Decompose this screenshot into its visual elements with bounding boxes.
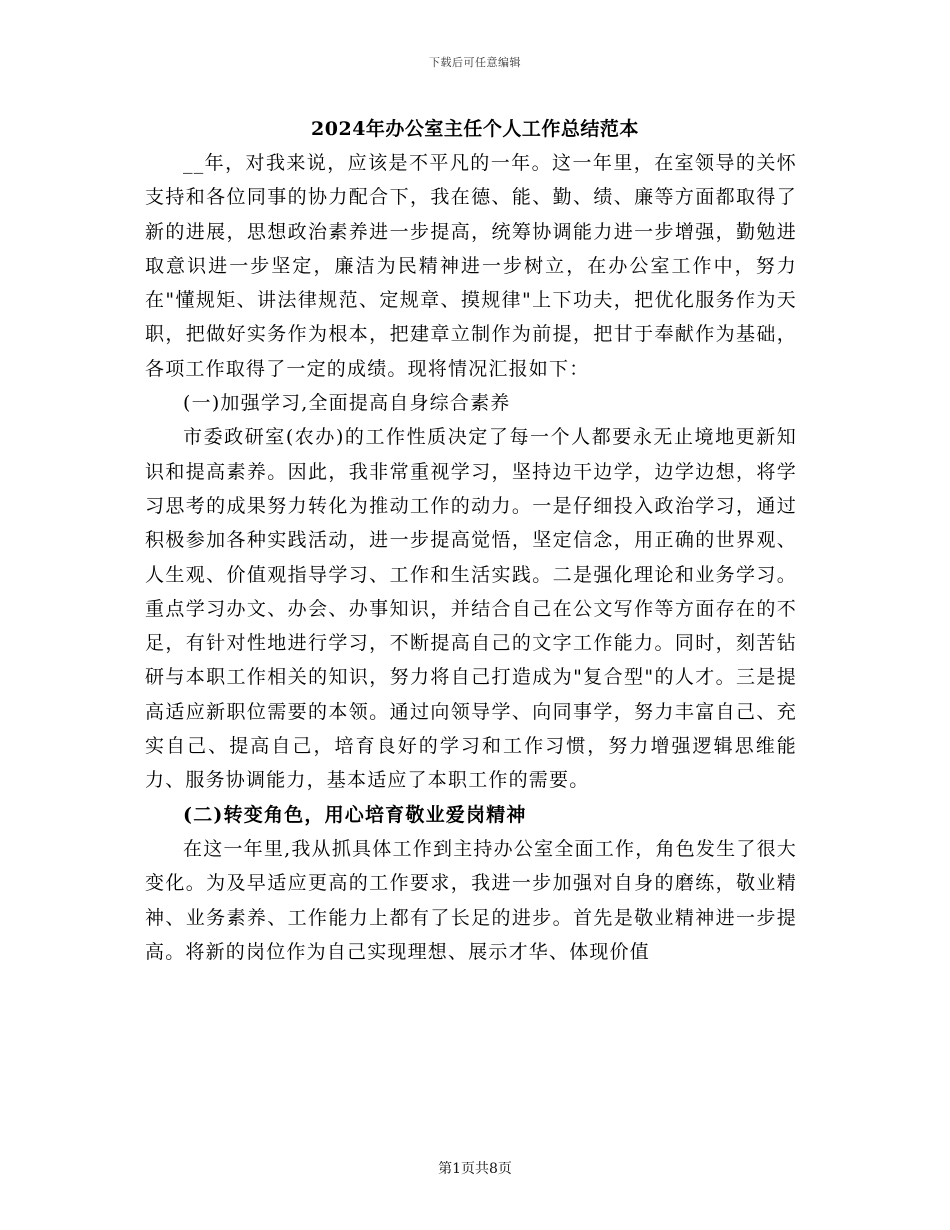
section-heading-1: (一)加强学习,全面提高自身综合素养 <box>183 392 511 415</box>
paragraph-role-change: 在这一年里,我从抓具体工作到主持办公室全面工作，角色发生了很大变化。为及早适应更高的工作要求，我进一步加强对自身的磨练，敬业精神、业务素养、工作能力上都有了长足的进步。首先是敬业精神进一步提高。将新的岗位作为自己实现理想、展示才华、体现价值 <box>145 837 797 963</box>
document-body <box>145 146 797 969</box>
section-heading-2: (二)转变角色，用心培育敬业爱岗精神 <box>183 803 527 826</box>
paragraph-study: 市委政研室(农办)的工作性质决定了每一个人都要永无止境地更新知识和提高素养。因此，我非常重视学习，坚持边干边学，边学边想，将学习思考的成果努力转化为推动工作的动力。一是仔细投入政治学习，通过积极参加各种实践活动，进一步提高觉悟，坚定信念，用正确的世界观、人生观、价值观指导学习、工作和生活实践。二是强化理论和业务学习。重点学习办文、办会、办事知识，并结合自己在公文写作等方面存在的不足，有针对性地进行学习，不断提高自己的文字工作能力。同时，刻苦钻研与本职工作相关的知识，努力将自己打造成为"复合型"的人才。三是提高适应新职位需要的本领。通过向领导学、向同事学，努力丰富自己、充实自己、提高自己，培育良好的学习和工作习惯，努力增强逻辑思维能力、服务协调能力，基本适应了本职工作的需要。 <box>145 426 797 792</box>
paragraph-intro: __年，对我来说，应该是不平凡的一年。这一年里，在室领导的关怀支持和各位同事的协力配合下，我在德、能、勤、绩、廉等方面都取得了新的进展，思想政治素养进一步提高，统筹协调能力进一步增强，勤勉进取意识进一步坚定，廉洁为民精神进一步树立，在办公室工作中，努力在"懂规矩、讲法律规范、定规章、摸规律"上下功夫，把优化服务作为天职，把做好实务作为根本，把建章立制作为前提，把甘于奉献作为基础，各项工作取得了一定的成绩。现将情况汇报如下： <box>145 152 797 380</box>
page-number: 第1页共8页 <box>438 1161 512 1177</box>
document-title: 2024年办公室主任个人工作总结范本 <box>311 118 639 140</box>
header-note: 下载后可任意编辑 <box>429 56 521 69</box>
